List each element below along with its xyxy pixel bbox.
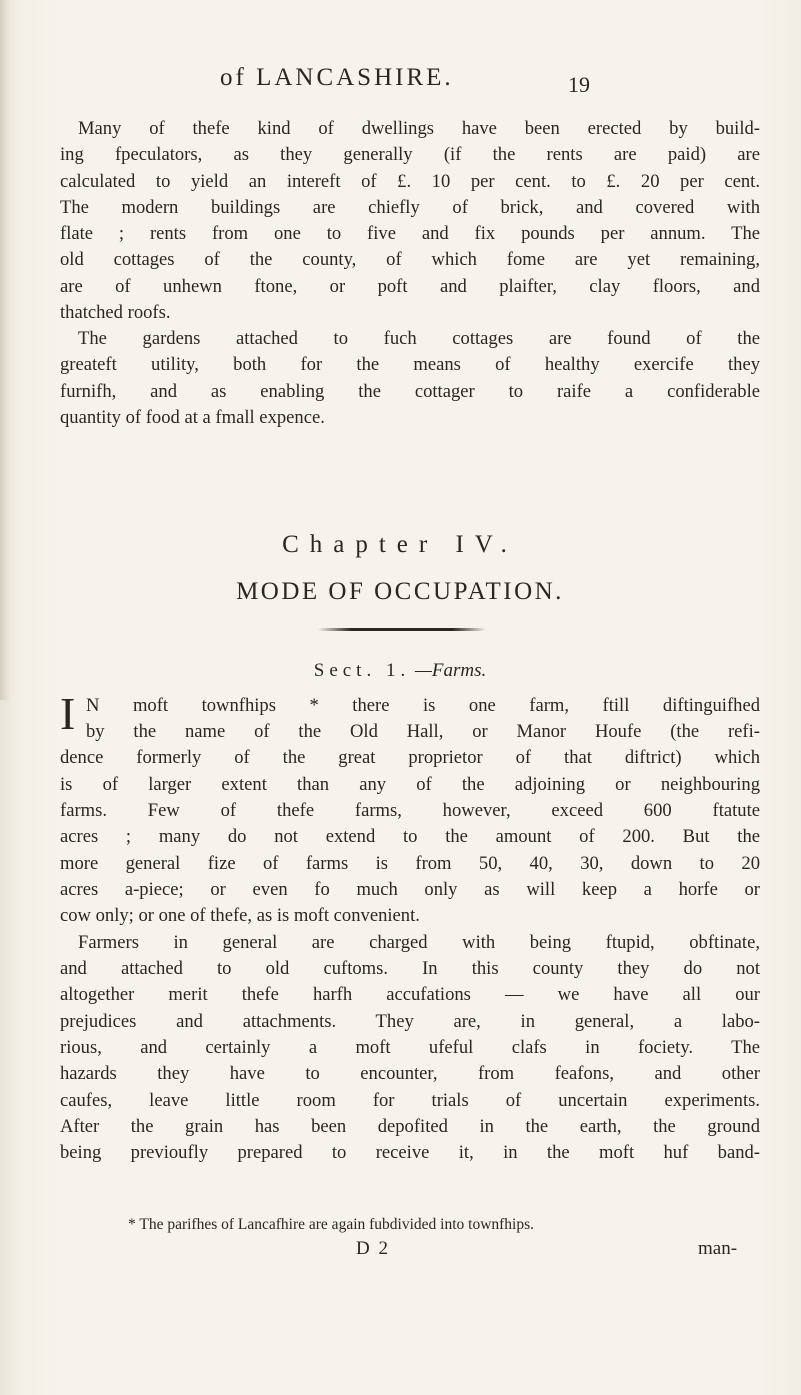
text-line: N moft townfhips * there is one farm, ftill diftinguifhed xyxy=(86,695,760,716)
signature-mark: D 2 xyxy=(356,1238,390,1259)
text-line: old cottages of the county, of which fome are yet remaining, xyxy=(60,249,760,270)
text-line: are of unhewn ftone, or poft and plaifter, clay floors, and xyxy=(60,276,760,297)
text-line: more general fize of farms is from 50, 40, 30, down to 20 xyxy=(60,853,760,874)
text-line: flate ; rents from one to five and fix pounds per annum. The xyxy=(60,223,760,244)
text-line: furnifh, and as enabling the cottager to raife a confiderable xyxy=(60,381,760,402)
text-line: and attached to old cuftoms. In this county they do not xyxy=(60,958,760,979)
chapter-title: MODE OF OCCUPATION. xyxy=(236,578,564,605)
text-line: ing fpeculators, as they generally (if the rents are paid) are xyxy=(60,144,760,165)
text-line: caufes, leave little room for trials of uncertain experiments. xyxy=(60,1090,760,1111)
ornamental-rule xyxy=(318,628,486,631)
text-line: acres ; many do not extend to the amount of 200. But the xyxy=(60,826,760,847)
section-name: —Farms. xyxy=(414,660,487,681)
footnote: * The parifhes of Lancafhire are again fubdivided into townfhips. xyxy=(128,1216,535,1233)
text-line: Farmers in general are charged with being ftupid, obftinate, xyxy=(78,932,760,953)
page-number: 19 xyxy=(568,72,590,97)
text-line: The modern buildings are chiefly of brick, and covered with xyxy=(60,197,760,218)
running-head xyxy=(220,64,590,104)
text-line: acres a-piece; or even fo much only as will keep a horfe or xyxy=(60,879,760,900)
chapter-label: Chapter IV. xyxy=(282,531,518,558)
text-line: hazards they have to encounter, from feafons, and other xyxy=(60,1063,760,1084)
text-line: is of larger extent than any of the adjoining or neighbouring xyxy=(60,774,760,795)
section-label: Sect. 1. xyxy=(313,660,411,681)
text-line: quantity of food at a fmall expence. xyxy=(60,407,325,428)
text-line: calculated to yield an intereft of £. 10 per cent. to £. 20 per cent. xyxy=(60,171,760,192)
text-line: greateft utility, both for the means of healthy exercife they xyxy=(60,354,760,375)
text-line: altogether merit thefe harfh accufations — we have all our xyxy=(60,984,760,1005)
text-line: being previoufly prepared to receive it, in the moft huf band- xyxy=(60,1142,760,1163)
text-line: After the grain has been depofited in the earth, the ground xyxy=(60,1116,760,1137)
text-line: Many of thefe kind of dwellings have been erected by build- xyxy=(78,118,760,139)
binding-gutter xyxy=(0,0,10,700)
text-line: prejudices and attachments. They are, in general, a labo- xyxy=(60,1011,760,1032)
catchword: man- xyxy=(698,1238,738,1259)
text-line: cow only; or one of thefe, as is moft convenient. xyxy=(60,905,420,926)
text-line: dence formerly of the great proprietor of that diftrict) which xyxy=(60,747,760,768)
text-line: The gardens attached to fuch cottages are found of the xyxy=(78,328,760,349)
text-line: farms. Few of thefe farms, however, exceed 600 ftatute xyxy=(60,800,760,821)
running-title: of LANCASHIRE. xyxy=(220,64,454,91)
text-line: by the name of the Old Hall, or Manor Houfe (the refi- xyxy=(86,721,760,742)
section-heading xyxy=(220,660,580,682)
drop-cap: I xyxy=(60,688,76,739)
text-line: thatched roofs. xyxy=(60,302,171,323)
text-line: rious, and certainly a moft ufeful clafs in fociety. The xyxy=(60,1037,760,1058)
